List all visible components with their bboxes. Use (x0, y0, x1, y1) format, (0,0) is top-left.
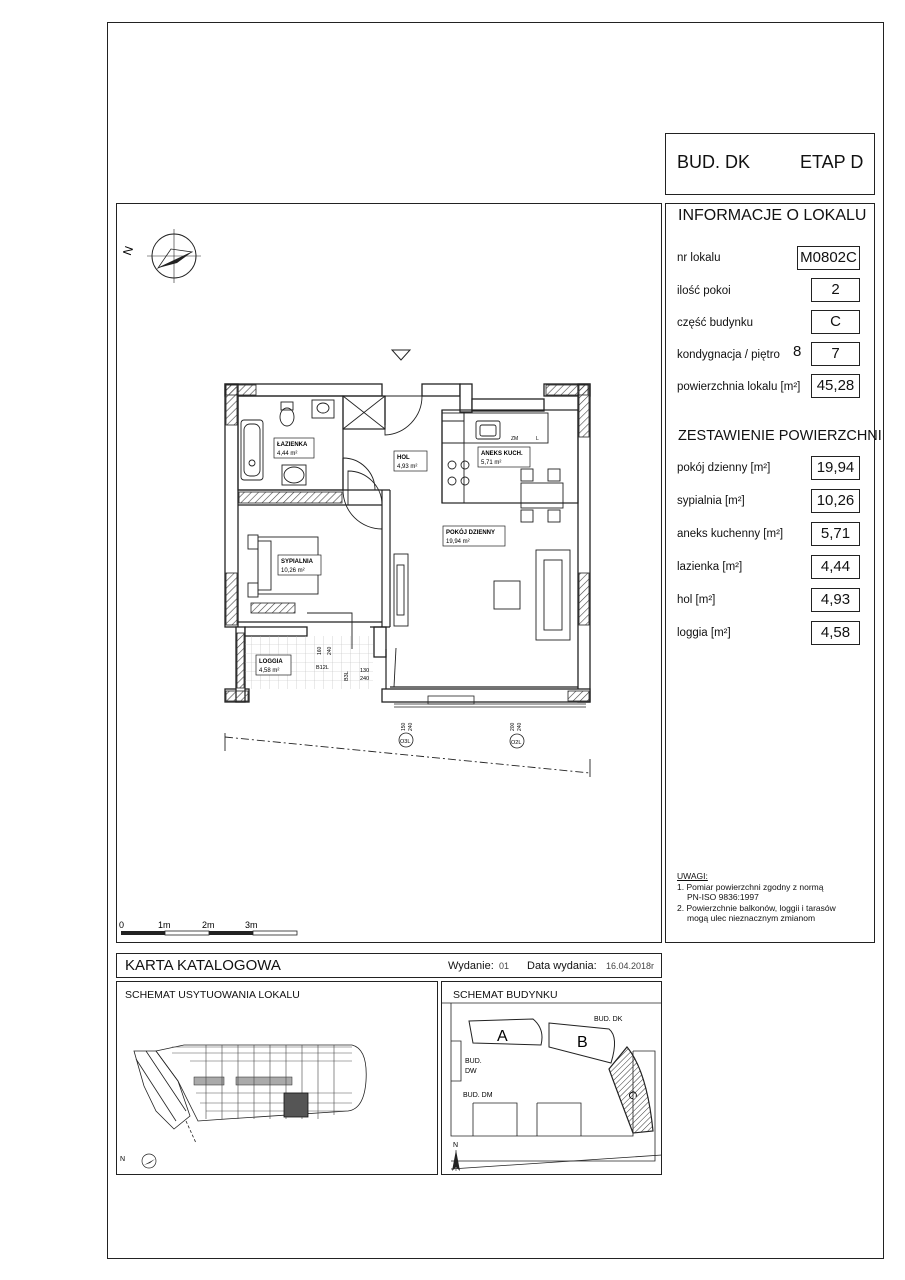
info-value-czesc: C (811, 310, 860, 334)
footer-bar (116, 953, 662, 978)
mark-d240: 240 (360, 676, 370, 682)
scale-label: 2m (202, 920, 215, 930)
room-label-sypialnia (278, 555, 321, 575)
building-label-dw2: DW (465, 1068, 477, 1075)
scale-label: 3m (245, 920, 258, 930)
building-label: BUD. DK (677, 152, 751, 172)
edition-value: 01 (499, 961, 510, 971)
room-label-lazienka (274, 438, 314, 458)
north-label: N (120, 1156, 126, 1163)
building-label-dw1: BUD. (465, 1058, 482, 1065)
notes (677, 871, 836, 924)
entrance-marker-icon (392, 350, 410, 360)
room-area: 4,93 m² (397, 464, 418, 470)
mark-d150: 150 (401, 722, 407, 731)
info-title: INFORMACJE O LOKALU (678, 207, 867, 224)
area-value-loggia: 4,58 (811, 621, 860, 645)
date-value: 16.04.2018r (606, 961, 655, 971)
area-value-dzienny: 19,94 (811, 456, 860, 480)
room-name: ŁAZIENKA (277, 442, 308, 448)
compass-icon (452, 1150, 460, 1171)
area-value-aneks: 5,71 (811, 522, 860, 546)
room-area: 4,44 m² (277, 451, 298, 457)
info-value-lokal: M0802C (797, 246, 860, 270)
mark-d160: 160 (317, 646, 323, 655)
notes-title: UWAGI: (677, 871, 708, 881)
building-label-dk: BUD. DK (594, 1016, 623, 1023)
mark-o3l: O3L (400, 739, 411, 745)
building-label-dm: BUD. DM (463, 1092, 493, 1099)
room-area: 19,94 m² (446, 539, 470, 545)
schema-location-title: SCHEMAT USYTUOWANIA LOKALU (125, 989, 300, 1001)
room-name: HOL (397, 455, 410, 461)
kitchen-mark-l: L (536, 436, 539, 442)
areas-title: ZESTAWIENIE POWIERZCHNI (678, 428, 882, 444)
info-label-powierzchnia: powierzchnia lokalu [m²] (677, 381, 801, 393)
building-map (441, 981, 662, 1175)
info-label-lokal: nr lokalu (677, 252, 721, 264)
room-area: 5,71 m² (481, 460, 502, 466)
kitchen-mark-zm: ZM (511, 436, 519, 442)
compass-icon (142, 1154, 156, 1168)
info-label-pokoi: ilość pokoi (677, 285, 731, 297)
compass-icon (147, 229, 201, 283)
area-label-hol: hol [m²] (677, 594, 716, 606)
area-label-lazienka: lazienka [m²] (677, 561, 743, 573)
area-label-sypialnia: sypialnia [m²] (677, 495, 745, 507)
area-label-loggia: loggia [m²] (677, 627, 731, 639)
living-furniture (394, 550, 570, 640)
bathroom-wall-hatch (239, 492, 342, 503)
room-name: SYPIALNIA (281, 559, 314, 565)
mark-d240: 240 (327, 646, 333, 655)
notes-line: PN-ISO 9836:1997 (687, 892, 759, 902)
info-value-kondygnacja: 8 (793, 343, 802, 360)
area-label-aneks: aneks kuchenny [m²] (677, 528, 784, 540)
scale-label: 1m (158, 920, 171, 930)
mark-d130: 130 (360, 668, 370, 674)
building-label-b: B (577, 1034, 588, 1051)
date-label: Data wydania: (527, 960, 597, 972)
area-label-dzienny: pokój dzienny [m²] (677, 462, 771, 474)
scale-label: 0 (119, 920, 125, 930)
notes-line: mogą ulec nieznacznym zmianom (687, 913, 816, 923)
kitchen-fixtures (442, 413, 563, 522)
area-value-lazienka: 4,44 (811, 555, 860, 579)
room-label-pokoj (443, 526, 505, 546)
north-label: N (120, 244, 137, 258)
building-c-selected (609, 1047, 653, 1133)
mark-d240: 240 (408, 722, 414, 731)
building-label-a: A (497, 1028, 508, 1045)
info-value-pietro: 7 (811, 342, 860, 366)
stage-label: ETAP D (800, 152, 864, 172)
room-name: ANEKS KUCH. (481, 451, 523, 457)
info-label-kondygnacja: kondygnacja / piętro (677, 349, 780, 361)
mark-b3l: B3L (344, 671, 350, 681)
info-value-powierzchnia: 45,28 (811, 374, 860, 398)
room-label-hol (394, 451, 427, 471)
info-panel (665, 203, 882, 943)
mark-b12l: B12L (316, 665, 329, 671)
room-label-aneks (478, 447, 530, 467)
mark-o2l: O2L (511, 740, 522, 746)
mark-d200: 200 (510, 722, 516, 731)
header-box (665, 133, 875, 195)
notes-line: 1. Pomiar powierzchni zgodny z normą (677, 881, 824, 892)
area-value-hol: 4,93 (811, 588, 860, 612)
edition-label: Wydanie: (448, 960, 494, 972)
selected-unit-marker (284, 1093, 308, 1117)
catalog-title: KARTA KATALOGOWA (125, 957, 281, 974)
info-label-czesc: część budynku (677, 317, 754, 329)
building-label-c: C (624, 1089, 640, 1102)
room-label-loggia (256, 655, 291, 675)
info-value-pokoi: 2 (811, 278, 860, 302)
room-name: LOGGIA (259, 659, 283, 665)
room-name: POKÓJ DZIENNY (446, 530, 496, 536)
mark-d240: 240 (517, 722, 523, 731)
notes-line: 2. Powierzchnie balkonów, loggii i tarasów (677, 902, 836, 913)
location-map (116, 981, 438, 1175)
room-area: 10,26 m² (281, 568, 305, 574)
floor-plan (116, 203, 662, 943)
scale-bar (119, 920, 297, 935)
room-area: 4,58 m² (259, 668, 280, 674)
north-label: N (453, 1142, 459, 1149)
area-value-sypialnia: 10,26 (811, 489, 860, 513)
schema-building-title: SCHEMAT BUDYNKU (453, 989, 558, 1001)
